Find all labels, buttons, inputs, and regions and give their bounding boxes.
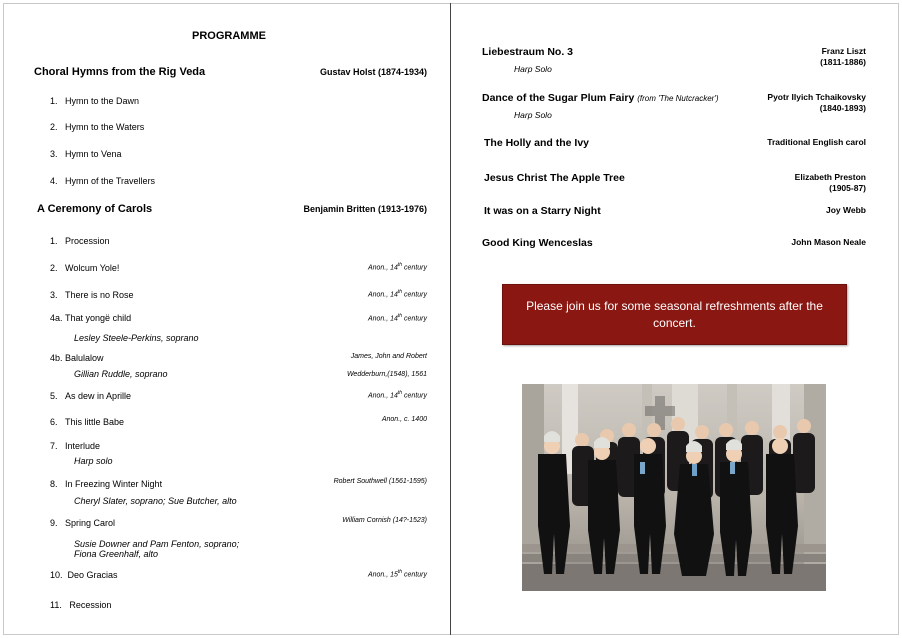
piece-composer: Franz Liszt (1811-1886) — [820, 46, 866, 67]
item-credit: William Cornish (14?-1523) — [342, 517, 427, 524]
item-credit: Anon., 14th century — [367, 289, 427, 299]
list-item: 5. As dew in Aprille — [50, 391, 132, 401]
list-item: 6. This little Babe — [50, 417, 125, 427]
item-performer-line2: Fiona Greenhalf, alto — [74, 549, 159, 559]
piece-composer: Traditional English carol — [767, 137, 866, 147]
piece-performer: Harp Solo — [514, 64, 552, 74]
item-credit: Anon., 15th century — [367, 569, 427, 579]
refreshments-notice: Please join us for some seasonal refreshments after the concert. — [502, 284, 847, 345]
piece-title: Good King Wenceslas — [482, 237, 593, 249]
item-performer: Harp solo — [74, 456, 113, 466]
piece-title: Liebestraum No. 3 — [482, 46, 574, 58]
list-item: 1. Procession — [50, 236, 110, 246]
list-item: 9. Spring Carol — [50, 518, 116, 528]
piece-composer: Pyotr Ilyich Tchaikovsky (1840-1893) — [767, 92, 866, 113]
list-item: 2. Hymn to the Waters — [50, 122, 145, 132]
item-credit: James, John and Robert — [350, 353, 427, 360]
section-title-holst: Choral Hymns from the Rig Veda — [34, 66, 206, 78]
piece-composer: Joy Webb — [826, 205, 866, 215]
item-performer: Cheryl Slater, soprano; Sue Butcher, alto — [74, 496, 237, 506]
section-title-britten: A Ceremony of Carols — [37, 203, 153, 215]
piece-composer: John Mason Neale — [791, 237, 866, 247]
list-item: 1. Hymn to the Dawn — [50, 96, 140, 106]
item-credit: Robert Southwell (1561-1595) — [333, 478, 427, 485]
list-item: 3. There is no Rose — [50, 290, 134, 300]
piece-performer: Harp Solo — [514, 110, 552, 120]
list-item: 4a. That yongë child — [50, 313, 132, 323]
piece-composer: Elizabeth Preston (1905-87) — [794, 172, 866, 193]
item-credit: Anon., 14th century — [367, 390, 427, 400]
list-item: 4b. Balulalow — [50, 353, 104, 363]
item-performer: Gillian Ruddle, soprano — [74, 369, 168, 379]
section-composer-holst: Gustav Holst (1874-1934) — [319, 67, 427, 77]
list-item: 2. Wolcum Yole! — [50, 263, 120, 273]
item-performer: Lesley Steele-Perkins, soprano — [74, 333, 199, 343]
section-composer-britten: Benjamin Britten (1913-1976) — [303, 204, 427, 214]
list-item: 8. In Freezing Winter Night — [50, 479, 163, 489]
page-divider — [450, 3, 451, 635]
piece-title: Dance of the Sugar Plum Fairy (from 'The Nutcracker') — [482, 92, 719, 104]
piece-title: It was on a Starry Night — [484, 205, 601, 217]
item-performer: Susie Downer and Pam Fenton, soprano; — [74, 539, 240, 549]
programme-heading: PROGRAMME — [192, 30, 266, 42]
item-credit: Anon., c. 1400 — [381, 416, 427, 423]
item-credit: Anon., 14th century — [367, 262, 427, 272]
piece-title: The Holly and the Ivy — [484, 137, 590, 149]
piece-title: Jesus Christ The Apple Tree — [484, 172, 625, 184]
item-credit: Anon., 14th century — [367, 313, 427, 323]
list-item: 3. Hymn to Vena — [50, 149, 122, 159]
list-item: 11. Recession — [50, 600, 112, 610]
item-credit-line2: Wedderburn,(1548), 1561 — [346, 371, 427, 378]
list-item: 4. Hymn of the Travellers — [50, 176, 156, 186]
list-item: 10. Deo Gracias — [50, 570, 118, 580]
choir-group-photo — [522, 384, 826, 591]
list-item: 7. Interlude — [50, 441, 101, 451]
